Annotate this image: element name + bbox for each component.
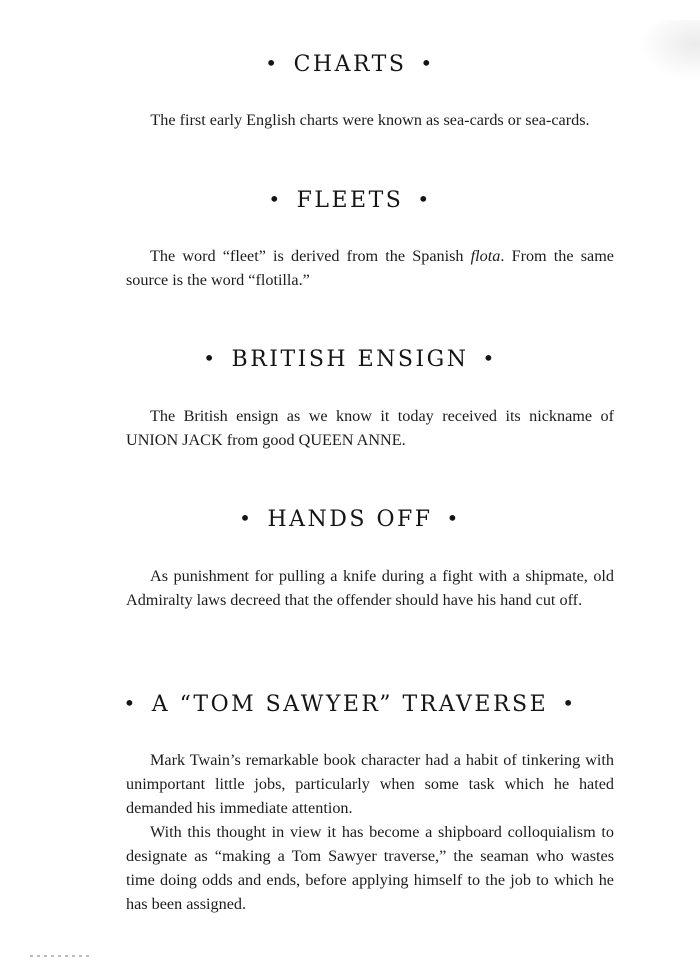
paragraph-hands-off: As punishment for pulling a knife during a fight with a shipmate, old Admiralty laws decreed that the offender should have his hand cut off.	[126, 567, 614, 609]
paragraph-tom-sawyer-1: Mark Twain’s remarkable book character had a habit of tinkering with unimportant little jobs, particularly when some task which he hated demanded his immediate attention.	[126, 751, 614, 817]
heading-charts-text: CHARTS	[293, 52, 407, 77]
heading-british-ensign	[0, 347, 700, 372]
heading-hands-off-text: HANDS OFF	[267, 507, 433, 532]
heading-tom-sawyer-traverse	[0, 692, 700, 717]
fleets-italic-word: flota	[470, 247, 501, 265]
paragraph-tom-sawyer-2: With this thought in view it has become a shipboard colloquialism to designate as “making a Tom Sawyer traverse,” the seaman who wastes time doing odds and ends, before applying himself to the job to which he has been assigned.	[126, 823, 614, 913]
heading-british-ensign-text: BRITISH ENSIGN	[231, 347, 469, 372]
bullet-right: •	[562, 691, 577, 715]
heading-fleets	[0, 188, 700, 213]
fleets-text-before: The word “fleet” is derived from the Spanish	[150, 247, 471, 265]
paragraph-charts: The first early English charts were known as sea-cards or sea-cards.	[150, 111, 590, 129]
scan-artifact	[30, 955, 90, 957]
paragraph-british-ensign: The British ensign as we know it today received its nickname of UNION JACK from good QUEEN ANNE.	[126, 407, 614, 449]
heading-hands-off	[0, 507, 700, 532]
bullet-right: •	[420, 51, 435, 75]
bullet-right: •	[417, 187, 432, 211]
paragraph-fleets	[126, 244, 614, 292]
bullet-right: •	[446, 506, 461, 530]
heading-fleets-text: FLEETS	[296, 188, 404, 213]
bullet-left: •	[239, 506, 254, 530]
fleets-text-after: . From the same source is the word “flotilla.”	[126, 247, 614, 289]
heading-charts	[0, 52, 700, 77]
bullet-left: •	[123, 691, 138, 715]
heading-tom-sawyer-text: A “TOM SAWYER” TRAVERSE	[151, 692, 549, 717]
bullet-left: •	[203, 346, 218, 370]
bullet-right: •	[482, 346, 497, 370]
bullet-left: •	[268, 187, 283, 211]
bullet-left: •	[265, 51, 280, 75]
